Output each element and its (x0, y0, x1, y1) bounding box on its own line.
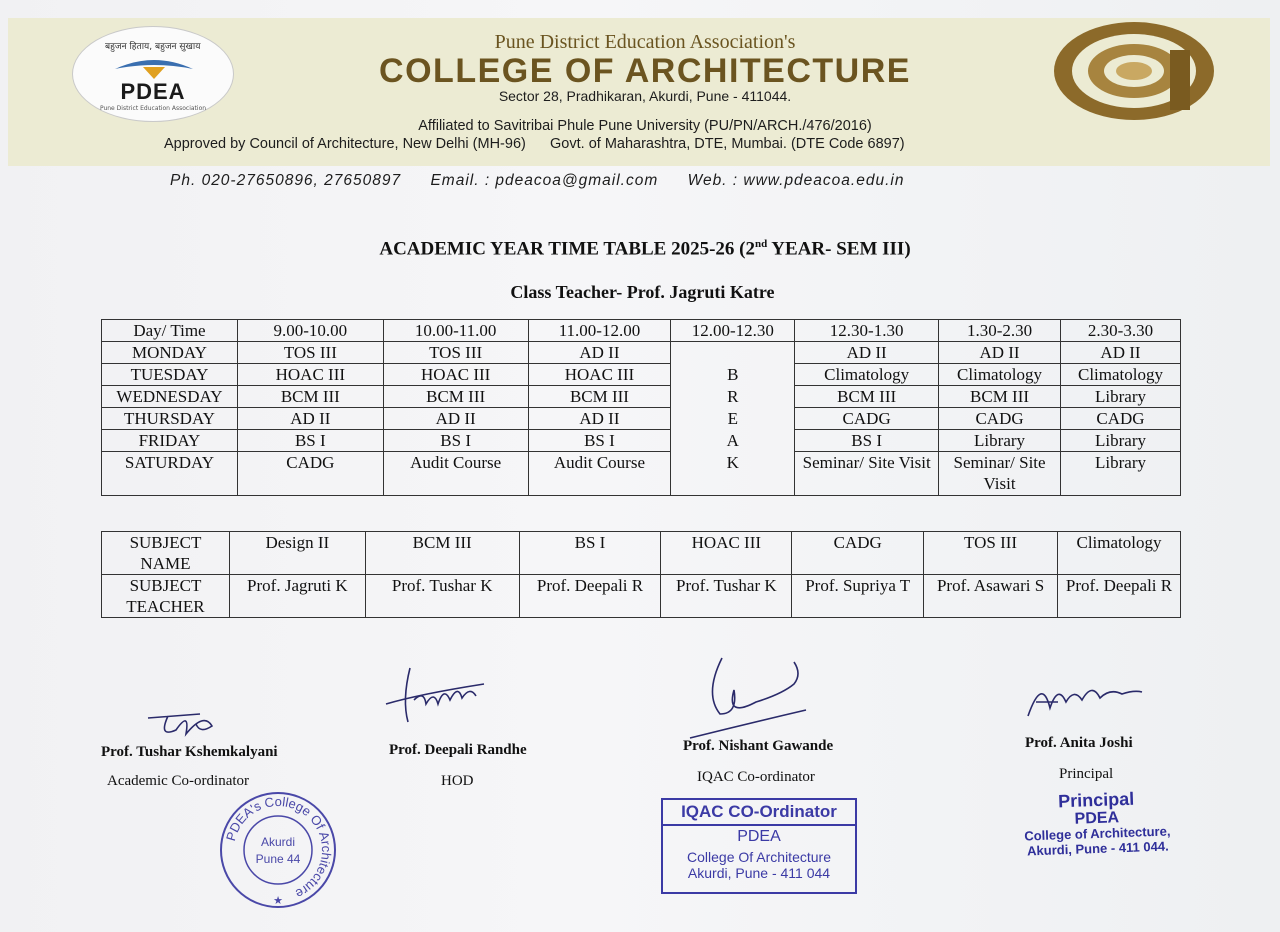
college-emblem-icon (1052, 20, 1216, 122)
subject-name: CADG (792, 532, 924, 575)
slot-cell: Library (1061, 452, 1181, 496)
principal-stamp-org: PDEA (1074, 809, 1120, 828)
slot-cell: BCM III (528, 386, 671, 408)
slot-cell: BS I (795, 430, 939, 452)
college-seal (218, 790, 338, 910)
phone-text: Ph. 020-27650896, 27650897 (170, 172, 402, 189)
document-title: ACADEMIC YEAR TIME TABLE 2025-26 (2nd YEAR- SEM III) (379, 238, 911, 260)
signature-scribble-4 (1018, 672, 1148, 728)
slot-cell: BS I (528, 430, 671, 452)
iqac-stamp-address: Akurdi, Pune - 411 044 (687, 865, 831, 881)
slot-cell: AD II (1061, 342, 1181, 364)
association-name: Pune District Education Association's (494, 31, 796, 53)
college-name: COLLEGE OF ARCHITECTURE (379, 52, 911, 90)
class-teacher: Class Teacher- Prof. Jagruti Katre (510, 282, 775, 302)
wing-emblem-icon (113, 57, 195, 79)
slot-cell: HOAC III (383, 364, 528, 386)
signatory-name: Prof. Nishant Gawande (683, 738, 834, 754)
header-cell: 2.30-3.30 (1061, 320, 1181, 342)
header-cell: 12.00-12.30 (671, 320, 795, 342)
signatory-name: Prof. Deepali Randhe (389, 742, 527, 758)
slot-cell: Seminar/ Site Visit (795, 452, 939, 496)
slot-cell: AD II (939, 342, 1061, 364)
break-letter: A (726, 430, 739, 450)
affiliation-text: Affiliated to Savitribai Phule Pune University (PU/PN/ARCH./476/2016) (418, 118, 872, 134)
slot-cell: AD II (528, 408, 671, 430)
principal-stamp (1001, 787, 1193, 860)
table-row (102, 452, 1181, 496)
web-text: Web. : www.pdeacoa.edu.in (687, 172, 905, 189)
signatory-role: HOD (441, 773, 474, 789)
signatory-name: Prof. Tushar Kshemkalyani (101, 744, 278, 760)
day-cell: MONDAY (102, 342, 238, 364)
slot-cell: BCM III (939, 386, 1061, 408)
header-cell: Day/ Time (102, 320, 238, 342)
approval-text (164, 136, 905, 152)
signature-scribble-1 (140, 700, 230, 740)
table-row (102, 342, 1181, 364)
logo-subtitle: Pune District Education Association (99, 105, 207, 112)
logo-tagline: बहुजन हिताय, बहुजन सुखाय (105, 42, 201, 52)
header-cell: 10.00-11.00 (383, 320, 528, 342)
header-cell: 9.00-10.00 (237, 320, 383, 342)
subject-name: TOS III (924, 532, 1058, 575)
day-cell: WEDNESDAY (102, 386, 238, 408)
day-cell: FRIDAY (102, 430, 238, 452)
slot-cell: CADG (1061, 408, 1181, 430)
signatory-role: Academic Co-ordinator (107, 773, 250, 789)
subject-teacher: Prof. Deepali R (519, 575, 661, 618)
slot-cell: CADG (939, 408, 1061, 430)
approval-dte: Govt. of Maharashtra, DTE, Mumbai. (DTE Code 6897) (550, 136, 905, 152)
approval-coa: Approved by Council of Architecture, New Delhi (MH-96) (164, 136, 526, 152)
subject-teacher-table (101, 531, 1181, 618)
subject-name: Climatology (1058, 532, 1181, 575)
subject-name: Design II (229, 532, 365, 575)
principal-stamp-address: Akurdi, Pune - 411 044. (1026, 838, 1169, 859)
break-letter: R (727, 386, 739, 406)
table-row (102, 386, 1181, 408)
contact-line (170, 172, 928, 190)
seal-ring-text: PDEA's College Of Architecture (223, 793, 335, 902)
subject-teacher: Prof. Tushar K (661, 575, 792, 618)
slot-cell: Climatology (1061, 364, 1181, 386)
slot-cell: BCM III (237, 386, 383, 408)
slot-cell: Seminar/ Site Visit (939, 452, 1061, 496)
slot-cell: Audit Course (383, 452, 528, 496)
slot-cell: Library (1061, 430, 1181, 452)
signature-scribble-2 (380, 660, 490, 730)
day-cell: THURSDAY (102, 408, 238, 430)
slot-cell: Audit Course (528, 452, 671, 496)
principal-stamp-college: College of Architecture, (1024, 823, 1171, 844)
slot-cell: HOAC III (528, 364, 671, 386)
break-letter: B (727, 364, 739, 384)
slot-cell: HOAC III (237, 364, 383, 386)
signatory-hod (389, 742, 527, 790)
header-cell: 12.30-1.30 (795, 320, 939, 342)
break-letter: K (726, 452, 739, 472)
break-cell (671, 342, 795, 496)
iqac-stamp (661, 798, 857, 894)
subject-name: BCM III (365, 532, 519, 575)
subject-teacher: Prof. Tushar K (365, 575, 519, 618)
slot-cell: Library (939, 430, 1061, 452)
subject-teacher: Prof. Deepali R (1058, 575, 1181, 618)
slot-cell: BS I (383, 430, 528, 452)
iqac-stamp-college: College Of Architecture (687, 849, 831, 865)
subject-teacher: Prof. Supriya T (792, 575, 924, 618)
signatory-role: Principal (1059, 766, 1114, 782)
slot-cell: Library (1061, 386, 1181, 408)
iqac-stamp-org: PDEA (737, 828, 781, 845)
subject-name: HOAC III (661, 532, 792, 575)
iqac-stamp-title: IQAC CO-Ordinator (663, 802, 855, 826)
slot-cell: AD II (383, 408, 528, 430)
slot-cell: BCM III (795, 386, 939, 408)
subject-name: BS I (519, 532, 661, 575)
slot-cell: CADG (795, 408, 939, 430)
subject-teacher-row (102, 575, 1181, 618)
table-row (102, 364, 1181, 386)
row-label: SUBJECT TEACHER (102, 575, 230, 618)
slot-cell: AD II (528, 342, 671, 364)
day-cell: SATURDAY (102, 452, 238, 496)
row-label: SUBJECT NAME (102, 532, 230, 575)
slot-cell: TOS III (383, 342, 528, 364)
slot-cell: Climatology (939, 364, 1061, 386)
signatory-name: Prof. Anita Joshi (1025, 735, 1133, 751)
subject-teacher: Prof. Asawari S (924, 575, 1058, 618)
signatory-academic-coordinator (101, 744, 278, 790)
slot-cell: AD II (795, 342, 939, 364)
slot-cell: TOS III (237, 342, 383, 364)
table-row (102, 430, 1181, 452)
principal-stamp-title: Principal (1057, 788, 1135, 812)
day-cell: TUESDAY (102, 364, 238, 386)
subject-name-row (102, 532, 1181, 575)
table-row (102, 408, 1181, 430)
break-letter: E (727, 408, 738, 428)
timetable-header-row (102, 320, 1181, 342)
signatory-principal (1025, 735, 1133, 783)
logo-brand: PDEA (120, 79, 186, 104)
star-icon: ★ (273, 895, 283, 907)
slot-cell: Climatology (795, 364, 939, 386)
slot-cell: BCM III (383, 386, 528, 408)
slot-cell: BS I (237, 430, 383, 452)
header-cell: 11.00-12.00 (528, 320, 671, 342)
college-address: Sector 28, Pradhikaran, Akurdi, Pune - 411044. (498, 88, 792, 104)
seal-center-2: Pune 44 (255, 852, 301, 866)
seal-center-1: Akurdi (260, 835, 296, 849)
signature-scribble-3 (686, 654, 810, 744)
signatory-role: IQAC Co-ordinator (697, 769, 815, 785)
signatory-iqac (683, 738, 833, 786)
subject-teacher: Prof. Jagruti K (229, 575, 365, 618)
header-cell: 1.30-2.30 (939, 320, 1061, 342)
timetable (101, 319, 1181, 496)
email-text: Email. : pdeacoa@gmail.com (430, 172, 659, 189)
slot-cell: CADG (237, 452, 383, 496)
slot-cell: AD II (237, 408, 383, 430)
